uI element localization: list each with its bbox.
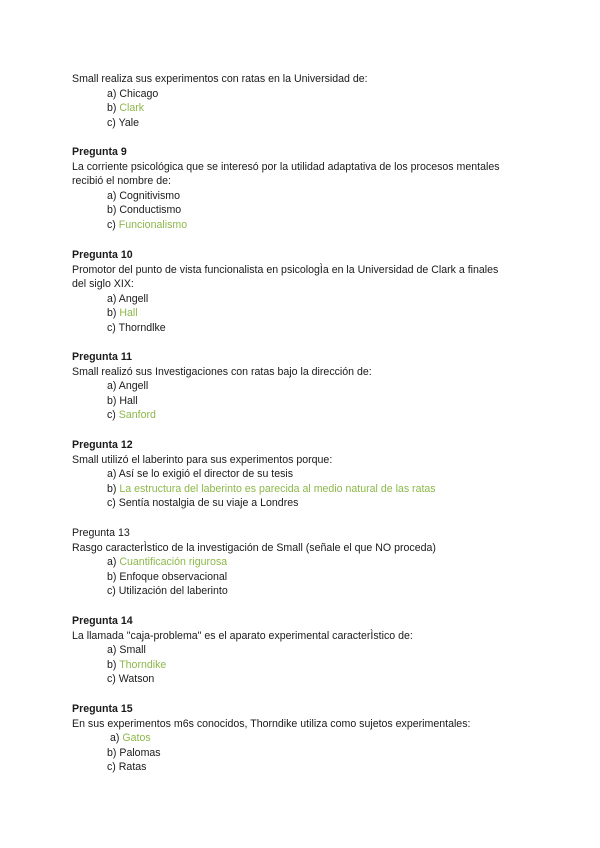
question-text: Promotor del punto de vista funcionalista en psicologÌa en la Universidad de Clark a finales: [72, 263, 499, 276]
option-text: Funcionalismo: [118, 218, 188, 231]
option-text: Cognitivismo: [119, 189, 181, 202]
question-title: Pregunta 15: [72, 703, 133, 715]
option-text: Gatos: [122, 732, 151, 745]
option-prefix: b): [107, 482, 117, 495]
question-block: [72, 72, 532, 130]
option-text: Enfoque observacional: [119, 570, 228, 583]
option-c: [72, 116, 532, 131]
option-text: Thorndike: [119, 658, 167, 671]
question-block: [72, 614, 532, 687]
option-text: Angell: [118, 380, 149, 393]
option-c: [72, 584, 532, 599]
option-prefix: a): [107, 380, 117, 393]
option-text: Hall: [119, 307, 138, 320]
option-b: [72, 746, 532, 761]
option-prefix: a): [107, 189, 117, 202]
option-a: [72, 87, 532, 102]
option-a-correct: [72, 555, 532, 570]
option-text: Conductismo: [119, 204, 182, 217]
option-prefix: a): [107, 644, 117, 657]
question-title: Pregunta 13: [72, 527, 130, 539]
option-a: [72, 292, 532, 307]
question-text: La corriente psicológica que se interesó por la utilidad adaptativa de los procesos mentales: [72, 160, 500, 173]
option-text: La estructura del laberinto es parecida al medio natural de las ratas: [119, 482, 436, 495]
option-prefix: a): [107, 87, 117, 100]
question-text: del siglo XIX:: [72, 278, 134, 291]
option-c-correct: [72, 218, 532, 233]
option-prefix: c): [107, 321, 116, 334]
option-text: Angell: [118, 292, 149, 305]
option-prefix: b): [107, 307, 117, 320]
option-a-correct: [72, 731, 532, 746]
option-text: Así se lo exigió el director de su tesis: [118, 468, 294, 481]
question-text: Small utilizó el laberinto para sus experimentos porque:: [72, 453, 333, 466]
question-block: [72, 248, 532, 336]
option-text: Utilización del laberinto: [118, 585, 228, 598]
question-title: Pregunta 12: [72, 439, 133, 451]
option-a: [72, 467, 532, 482]
option-text: Small: [119, 644, 146, 657]
option-prefix: b): [107, 746, 117, 759]
question-text: Rasgo caracterÌstico de la investigación de Small (señale el que NO proceda): [72, 541, 436, 554]
option-prefix: c): [107, 116, 116, 129]
option-c: [72, 672, 532, 687]
question-title: Pregunta 9: [72, 146, 127, 158]
option-a: [72, 379, 532, 394]
option-a: [72, 643, 532, 658]
option-b-correct: [72, 101, 532, 116]
question-block: [72, 526, 532, 599]
option-prefix: b): [107, 394, 117, 407]
question-text: recibió el nombre de:: [72, 175, 171, 188]
option-text: Thorndlke: [118, 321, 166, 334]
option-a: [72, 189, 532, 204]
option-prefix: c): [107, 497, 116, 510]
option-prefix: c): [107, 585, 116, 598]
option-prefix: c): [107, 673, 116, 686]
option-prefix: b): [107, 204, 117, 217]
option-text: Watson: [118, 673, 155, 686]
question-title: Pregunta 10: [72, 249, 133, 261]
option-text: Yale: [118, 116, 140, 129]
option-prefix: a): [107, 556, 117, 569]
question-text: En sus experimentos m6s conocidos, Thorndike utiliza como sujetos experimentales:: [72, 717, 471, 730]
option-prefix: c): [107, 409, 116, 422]
option-b-correct: [72, 306, 532, 321]
option-prefix: a): [110, 732, 120, 745]
option-prefix: b): [107, 658, 117, 671]
option-c: [72, 321, 532, 336]
option-prefix: b): [107, 102, 117, 115]
question-block: [72, 145, 532, 233]
question-title: Pregunta 14: [72, 615, 133, 627]
option-b-correct: [72, 658, 532, 673]
option-c: [72, 760, 532, 775]
option-b-correct: [72, 482, 532, 497]
question-text: Small realizó sus Investigaciones con ratas bajo la dirección de:: [72, 365, 372, 378]
option-text: Sentía nostalgia de su viaje a Londres: [118, 497, 299, 510]
option-c: [72, 496, 532, 511]
option-b: [72, 570, 532, 585]
option-text: Ratas: [118, 761, 147, 774]
option-text: Hall: [119, 394, 138, 407]
option-prefix: c): [107, 761, 116, 774]
option-text: Clark: [119, 102, 145, 115]
option-c-correct: [72, 408, 532, 423]
option-text: Chicago: [119, 87, 159, 100]
question-text: La llamada "caja-problema" es el aparato experimental caracterÌstico de:: [72, 629, 413, 642]
question-title: Pregunta 11: [72, 351, 133, 363]
question-text: Small realiza sus experimentos con ratas en la Universidad de:: [72, 73, 368, 85]
option-prefix: b): [107, 570, 117, 583]
option-text: Palomas: [119, 746, 161, 759]
question-block: [72, 438, 532, 511]
option-prefix: a): [107, 468, 117, 481]
option-b: [72, 394, 532, 409]
question-block: [72, 350, 532, 423]
option-text: Sanford: [118, 409, 156, 422]
option-prefix: a): [107, 292, 117, 305]
option-prefix: c): [107, 218, 116, 231]
option-text: Cuantificación rigurosa: [119, 556, 228, 569]
option-b: [72, 203, 532, 218]
question-block: [72, 702, 532, 775]
